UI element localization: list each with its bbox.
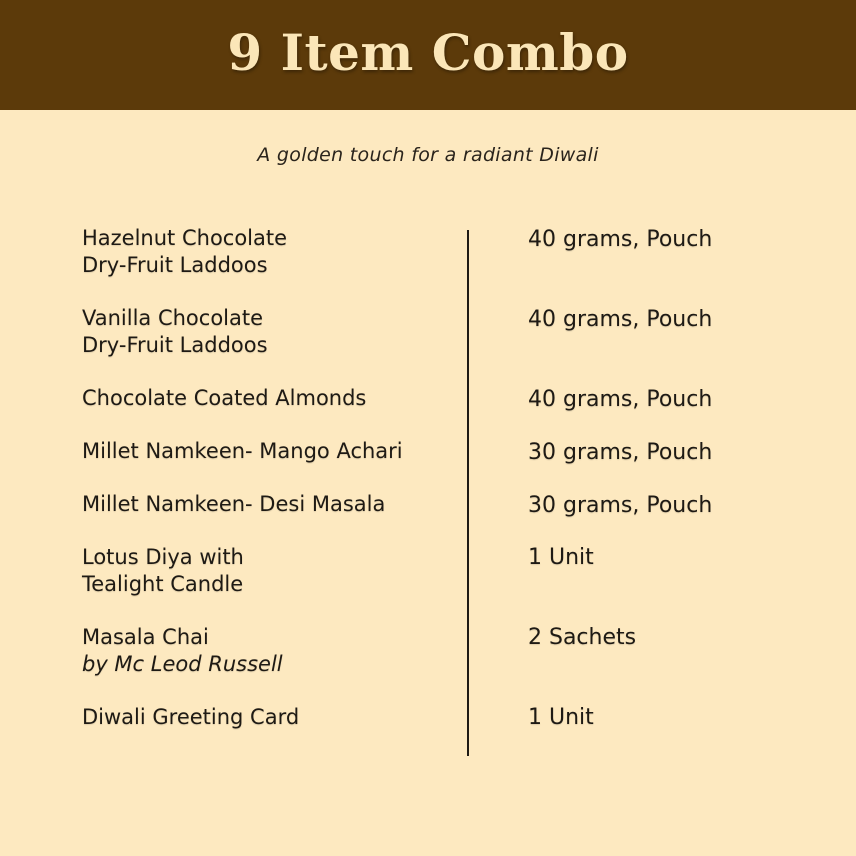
item-name bbox=[82, 225, 452, 279]
item-quantity: 1 Unit bbox=[528, 545, 594, 570]
item-quantity: 40 grams, Pouch bbox=[528, 387, 713, 412]
item-quantity: 2 Sachets bbox=[528, 625, 637, 650]
item-quantity: 40 grams, Pouch bbox=[528, 227, 713, 252]
item-name-line: Dry-Fruit Laddoos bbox=[82, 333, 268, 357]
item-name bbox=[82, 624, 452, 678]
item-name bbox=[82, 438, 452, 465]
item-name bbox=[82, 544, 452, 598]
item-name-line: Chocolate Coated Almonds bbox=[82, 386, 367, 410]
item-name bbox=[82, 385, 452, 412]
item-name-line: Vanilla Chocolate bbox=[82, 306, 264, 330]
item-quantity: 30 grams, Pouch bbox=[528, 440, 713, 465]
item-name-line: Millet Namkeen- Mango Achari bbox=[82, 439, 403, 463]
item-name bbox=[82, 305, 452, 359]
item-name-line: Dry-Fruit Laddoos bbox=[82, 253, 268, 277]
item-name-line: Masala Chai bbox=[82, 625, 209, 649]
item-name-line: Hazelnut Chocolate bbox=[82, 226, 288, 250]
item-quantity: 40 grams, Pouch bbox=[528, 307, 713, 332]
item-name bbox=[82, 704, 452, 731]
item-name-line: Diwali Greeting Card bbox=[82, 705, 300, 729]
item-brand: by Mc Leod Russell bbox=[82, 652, 283, 676]
item-name-line: Lotus Diya with bbox=[82, 545, 244, 569]
item-name-line: Tealight Candle bbox=[82, 572, 244, 596]
tagline: A golden touch for a radiant Diwali bbox=[257, 144, 599, 166]
header-banner bbox=[0, 0, 856, 110]
column-divider bbox=[467, 230, 469, 756]
item-quantity: 30 grams, Pouch bbox=[528, 493, 713, 518]
page-title: 9 Item Combo bbox=[227, 22, 629, 82]
item-name bbox=[82, 491, 452, 518]
item-quantity: 1 Unit bbox=[528, 705, 594, 730]
item-name-line: Millet Namkeen- Desi Masala bbox=[82, 492, 386, 516]
